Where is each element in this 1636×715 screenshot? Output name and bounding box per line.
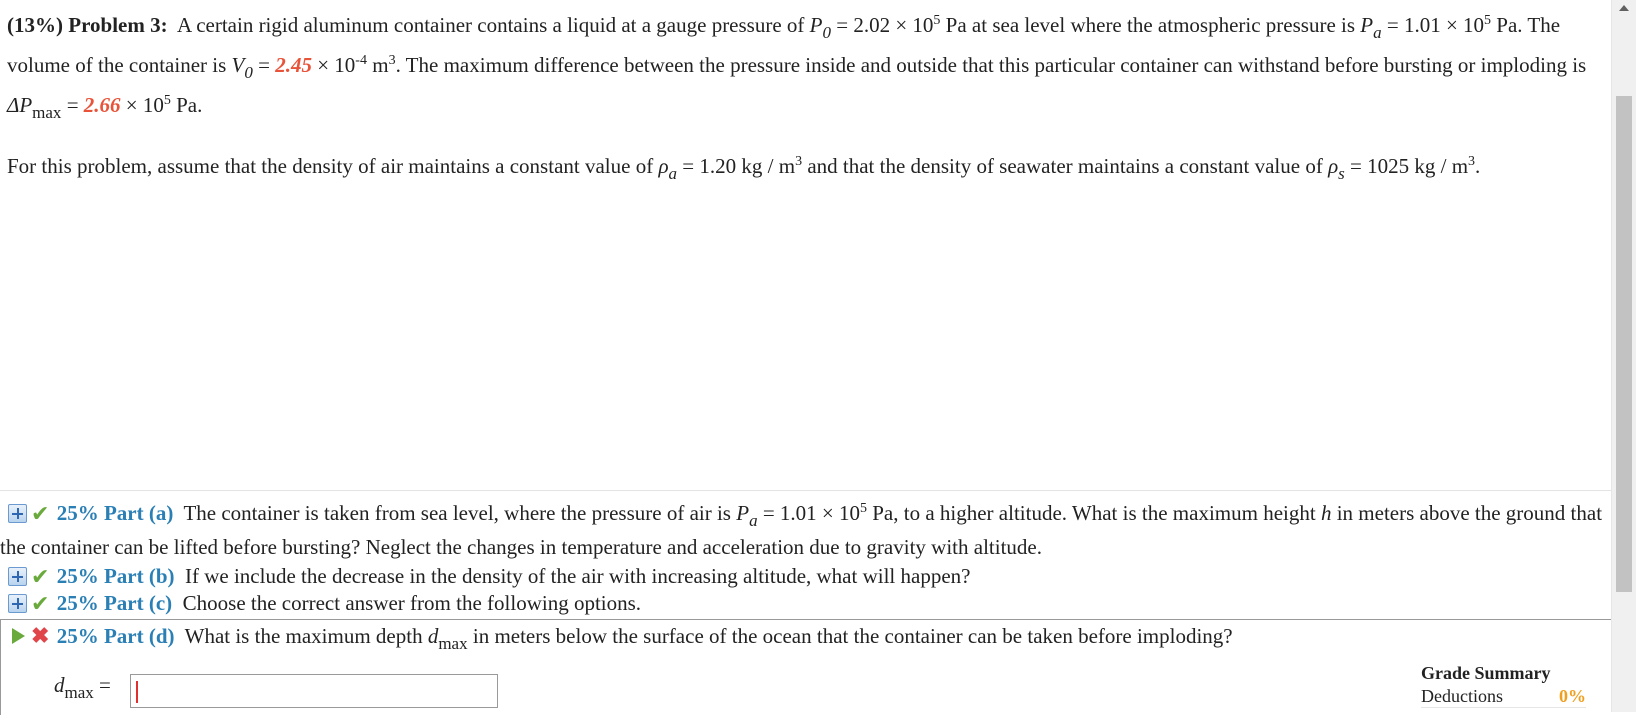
rho-s-subscript: s	[1338, 164, 1345, 183]
dp-value: 2.66	[83, 93, 121, 117]
rho-a-symbol: ρ	[658, 154, 669, 178]
dp-unit: Pa.	[176, 93, 203, 117]
rho-s-exponent: 3	[1468, 154, 1476, 169]
problem-statement	[7, 6, 1607, 126]
part-d-label: 25% Part (d)	[56, 624, 175, 648]
v0-multiplier: × 10	[317, 53, 356, 77]
rho-a-exponent: 3	[795, 154, 803, 169]
rho-s-symbol: ρ	[1328, 154, 1339, 178]
part-a-label[interactable]: 25% Part (a)	[56, 501, 174, 525]
pa-value: = 1.01 × 10	[1386, 13, 1485, 37]
checkmark-icon: ✔	[31, 501, 50, 527]
checkmark-icon: ✔	[31, 564, 50, 590]
part-d-text: What is the maximum depth	[184, 624, 423, 648]
part-c-row[interactable]	[0, 587, 1612, 621]
pa-symbol: P	[1360, 13, 1374, 37]
problem-text: A certain rigid aluminum container contains a liquid at a gauge pressure of	[176, 13, 805, 37]
scrollbar-thumb[interactable]	[1616, 96, 1632, 592]
grade-summary-title: Grade Summary	[1421, 663, 1551, 683]
rho-s-value: = 1025 kg / m	[1350, 154, 1469, 178]
scroll-up-icon[interactable]	[1619, 5, 1629, 11]
part-b-text: If we include the decrease in the density of the air with increasing altitude, what will happen?	[185, 564, 971, 588]
answer-input[interactable]	[130, 674, 498, 708]
checkmark-icon: ✔	[31, 591, 50, 617]
expand-icon[interactable]	[8, 594, 27, 613]
answer-symbol: d	[54, 673, 65, 697]
dp-multiplier: × 10	[125, 93, 164, 117]
divider	[0, 490, 1612, 491]
text-cursor	[136, 681, 138, 703]
vertical-scrollbar[interactable]	[1611, 0, 1636, 712]
part-d-text: in meters below the surface of the ocean that the container can be taken before imploding?	[472, 624, 1233, 648]
pa-exponent: 5	[1484, 13, 1492, 28]
rho-s-end: .	[1475, 154, 1481, 178]
part-c-label[interactable]: 25% Part (c)	[56, 591, 173, 615]
answer-subscript: max	[64, 683, 94, 702]
deductions-label: Deductions	[1421, 686, 1503, 706]
rho-a-value: = 1.20 kg / m	[682, 154, 796, 178]
v0-equals: =	[258, 53, 270, 77]
grade-deductions-row	[1421, 686, 1586, 708]
part-a-text: The container is taken from sea level, where the pressure of air is	[183, 501, 731, 525]
part-a-value: = 1.01 × 10	[762, 501, 860, 525]
part-d-subscript: max	[438, 634, 468, 653]
problem-label: Problem 3:	[68, 13, 168, 37]
assumptions	[7, 147, 1607, 187]
part-a-exponent: 5	[860, 501, 867, 516]
play-icon	[12, 628, 25, 644]
problem-text: Pa at sea level where the atmospheric pressure is	[945, 13, 1356, 37]
dp-symbol: ΔP	[7, 93, 33, 117]
p0-symbol: P	[809, 13, 823, 37]
p0-value: = 2.02 × 10	[836, 13, 934, 37]
deductions-value: 0%	[1559, 686, 1586, 706]
v0-unit: m	[372, 53, 389, 77]
part-c-text: Choose the correct answer from the following options.	[182, 591, 642, 615]
assumption-text: and that the density of seawater maintains a constant value of	[807, 154, 1323, 178]
part-a-h: h	[1320, 501, 1332, 525]
v0-value: 2.45	[275, 53, 312, 77]
part-a-text: in meters above the ground that the container can be lifted before bursting? Neglect the changes in temperature and acceleration due to gravity with altitude.	[0, 501, 1603, 560]
part-a-symbol: P	[736, 501, 750, 525]
v0-exponent: -4	[355, 53, 367, 68]
problem-text: . The maximum difference between the pressure inside and outside that this particular container can withstand before bursting or imploding is	[395, 53, 1587, 77]
dp-exponent: 5	[163, 93, 171, 108]
expand-icon[interactable]	[8, 567, 27, 586]
x-mark-icon: ✖	[31, 623, 50, 649]
assumption-text: For this problem, assume that the density of air maintains a constant value of	[7, 154, 654, 178]
part-a-text: Pa, to a higher altitude. What is the maximum height	[872, 501, 1316, 525]
dp-subscript: max	[32, 103, 62, 122]
rho-a-subscript: a	[668, 164, 678, 183]
v0-symbol: V	[231, 53, 245, 77]
problem-weight: (13%)	[7, 13, 63, 37]
part-a-subscript: a	[749, 511, 758, 530]
part-b-label[interactable]: 25% Part (b)	[56, 564, 175, 588]
pa-subscript: a	[1373, 23, 1382, 42]
part-d-symbol: d	[427, 624, 439, 648]
answer-equals: =	[99, 673, 111, 697]
dp-equals: =	[66, 93, 79, 117]
v0-subscript: 0	[244, 63, 253, 82]
expand-icon[interactable]	[8, 504, 27, 523]
p0-exponent: 5	[933, 13, 941, 28]
part-a-row[interactable]	[0, 497, 1612, 563]
p0-subscript: 0	[822, 23, 831, 42]
problem-text: Pa. The volume of the container is	[7, 13, 1561, 77]
v0-unit-exponent: 3	[388, 53, 396, 68]
answer-label	[54, 673, 111, 702]
